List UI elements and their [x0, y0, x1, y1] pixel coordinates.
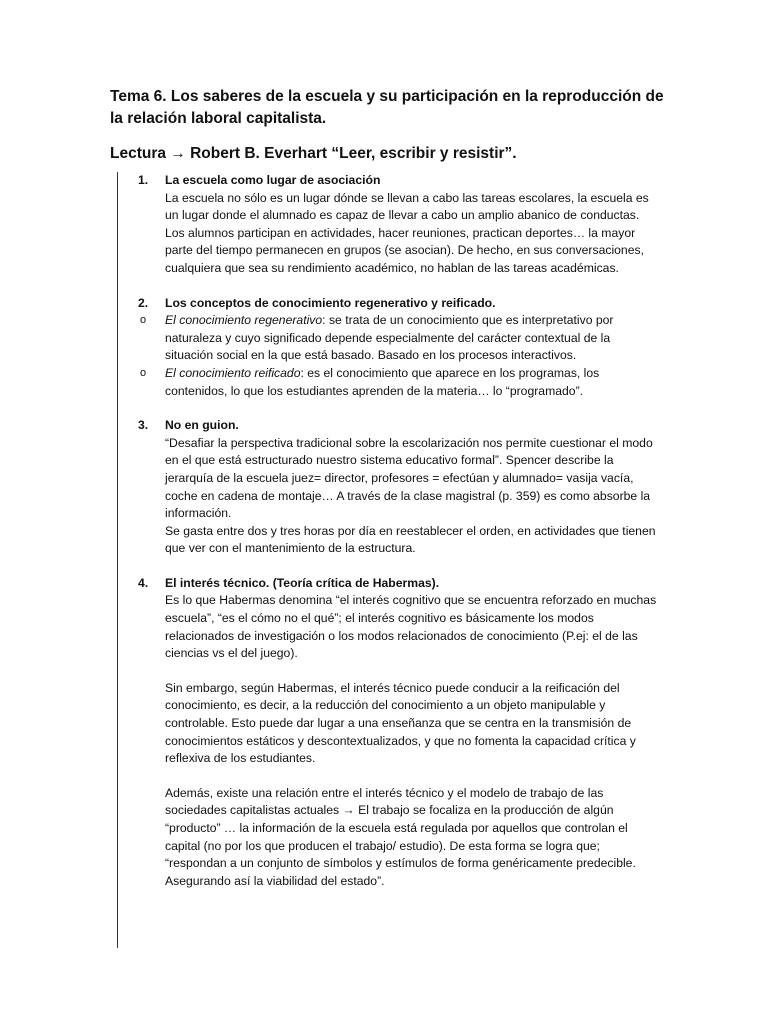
- section-paragraph: Además, existe una relación entre el interés técnico y el modelo de trabajo de las sociedades capitalistas actuales → El trabajo se focaliza en la producción de algún “producto” … la información de la escuela está regulada por aquellos que controlan el capital (no por los que producen el trabajo/ estudio). De esta forma se logra que; “respondan a un conjunto de símbolos y estímulos de forma genéricamente predecible. Asegurando así la viabilidad del estado”.: [165, 785, 636, 888]
- section-heading: [138, 575, 658, 593]
- section-title: Los conceptos de conocimiento regenerativo y reificado.: [165, 295, 496, 310]
- bullet-item: [138, 312, 658, 365]
- bullet-circle-icon: o: [140, 366, 147, 379]
- document-body: [138, 172, 658, 907]
- bullet-item: [138, 365, 658, 400]
- paragraph-gap: [138, 768, 658, 785]
- section-title: No en guion.: [165, 418, 239, 433]
- section-number: 3.: [138, 418, 149, 433]
- bullet-text: [165, 365, 658, 400]
- section-1: [138, 172, 658, 278]
- bullet-definition: : es el conocimiento que aparece en los programas, los contenidos, lo que los estudiantes aprenden de la materia… lo “programado”.: [165, 365, 600, 398]
- section-paragraph: Se gasta entre dos y tres horas por día en reestablecer el orden, en actividades que tienen que ver con el mantenimiento de la estructura.: [165, 523, 656, 556]
- section-number: 4.: [138, 575, 149, 590]
- section-paragraph: La escuela no sólo es un lugar dónde se llevan a cabo las tareas escolares, la escuela es un lugar donde el alumnado es capaz de llevar a cabo un amplio abanico de conductas. Los alumnos participan en actividades, hacer reuniones, practican deportes… la mayor parte del tiempo permanecen en grupos (se asocian). De hecho, en sus conversaciones, cualquiera que sea su rendimiento académico, no hablan de las tareas académicas.: [165, 190, 649, 275]
- section-paragraph: Sin embargo, según Habermas, el interés técnico puede conducir a la reificación del conocimiento, es decir, a la reducción del conocimiento a un objeto manipulable y controlable. Esto puede dar lugar a una enseñanza que se centra en la transmisión de conocimientos estáticos y descontextualizados, y que no fomenta la capacidad crítica y reflexiva de los estudiantes.: [165, 680, 636, 766]
- section-title: El interés técnico. (Teoría crítica de Habermas).: [165, 575, 440, 590]
- section-2: [138, 295, 658, 401]
- section-heading: [138, 172, 658, 190]
- section-4: [138, 575, 658, 891]
- bullet-term: El conocimiento regenerativo: [165, 313, 323, 328]
- paragraph-gap: [138, 663, 658, 680]
- bullet-circle-icon: o: [140, 314, 147, 327]
- section-paragraph: “Desafiar la perspectiva tradicional sobre la escolarización nos permite cuestionar el modo en el que está estructurado nuestro sistema educativo formal”. Spencer describe la jerarquía de la escuela juez= director, profesores = efectúan y alumnado= vasija vacía, coche en cadena de montaje… A través de la clase magistral (p. 359) es como absorbe la información.: [165, 435, 653, 521]
- bullet-text: [165, 312, 658, 365]
- bullet-definition: : se trata de un conocimiento que es interpretativo por naturaleza y cuyo significado depende especialmente del carácter contextual de la situación social en la que está basado. Basado en los procesos interactivos.: [165, 313, 614, 363]
- section-title: La escuela como lugar de asociación: [165, 173, 381, 187]
- section-number: 2.: [138, 295, 149, 310]
- document-title: Tema 6. Los saberes de la escuela y su participación en la reproducción de la relación laboral capitalista.: [110, 88, 664, 127]
- section-number: 1.: [138, 173, 149, 187]
- section-heading: [138, 417, 658, 435]
- section-heading: [138, 295, 658, 313]
- document-subtitle: Lectura → Robert B. Everhart “Leer, escribir y resistir”.: [110, 145, 517, 162]
- left-margin-rule: [117, 172, 118, 948]
- bullet-term: El conocimiento reificado: [165, 365, 301, 380]
- section-paragraph: Es lo que Habermas denomina “el interés cognitivo que se encuentra reforzado en muchas escuela”, “es el cómo no el qué”; el interés cognitivo es básicamente los modos relacionados de investigación o los modos relacionados de conocimiento (P.ej: el de las ciencias vs el del juego).: [165, 593, 657, 661]
- section-3: [138, 417, 658, 558]
